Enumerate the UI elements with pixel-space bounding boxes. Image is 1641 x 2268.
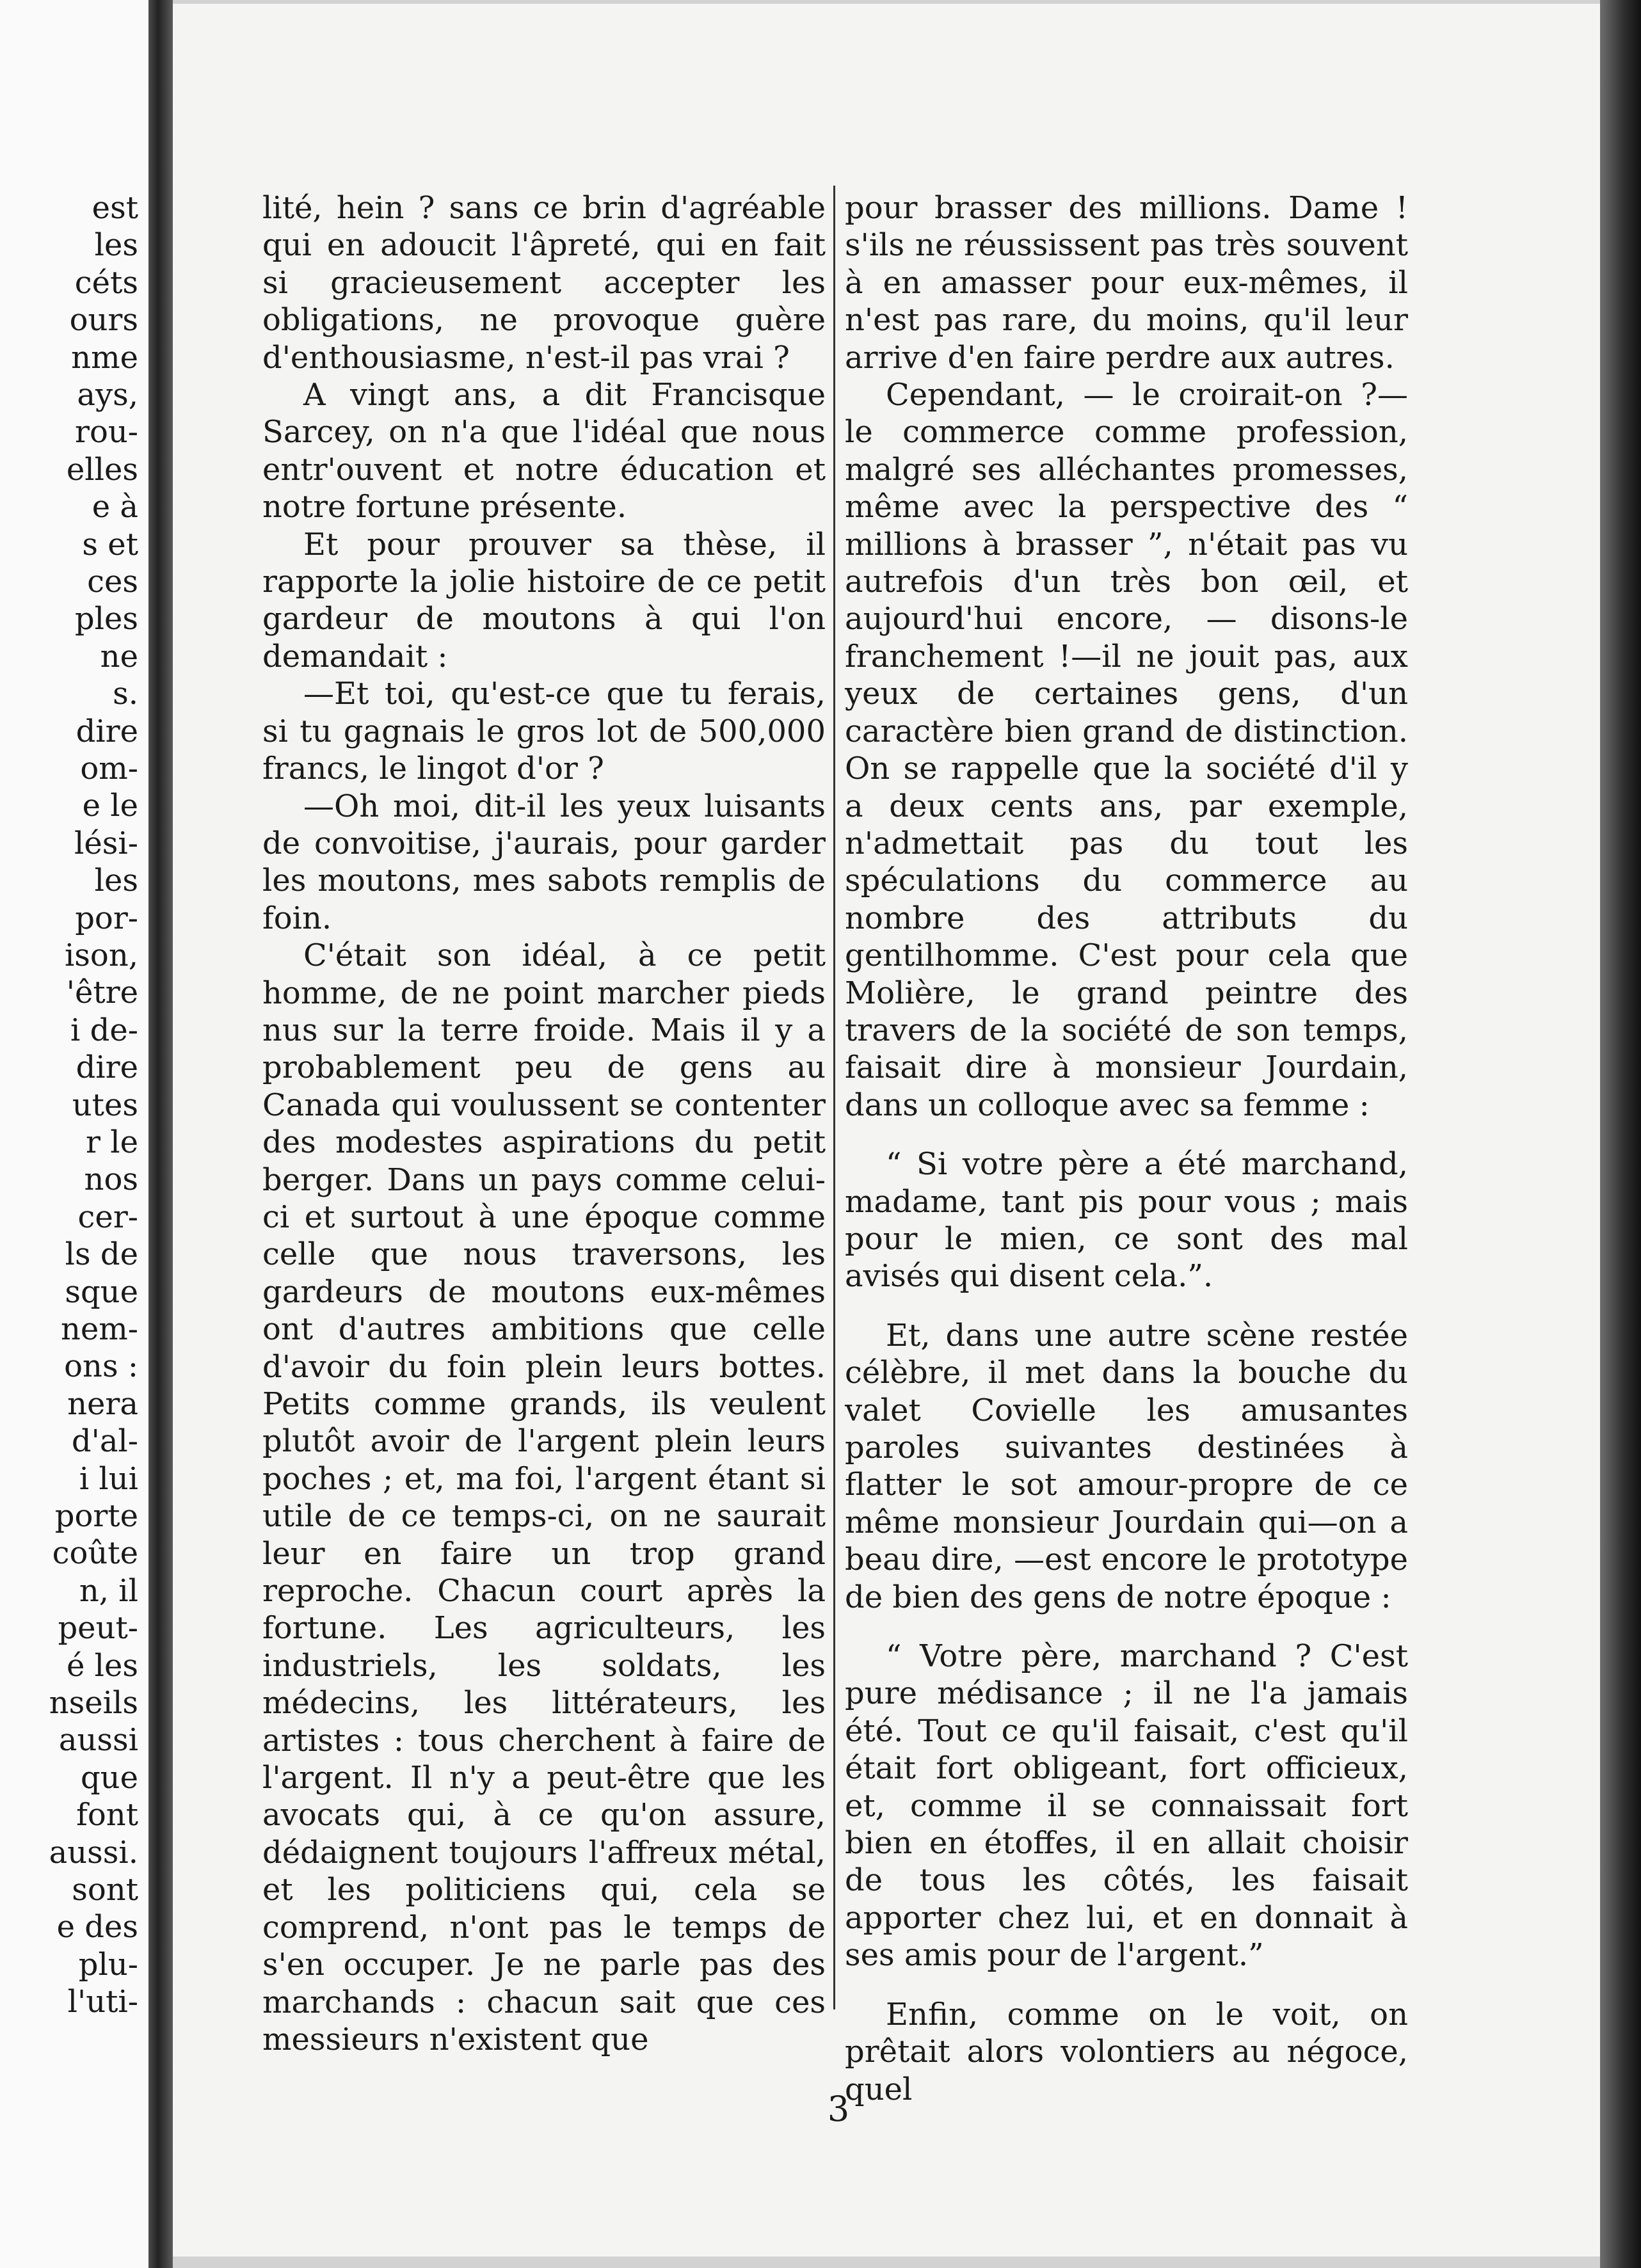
fragment-line: est [92, 190, 138, 226]
fragment-line: nme [71, 339, 138, 376]
fragment-line: elles [66, 451, 138, 488]
fragment-line: r le [86, 1124, 138, 1160]
fragment-line: n, il [79, 1572, 138, 1609]
fragment-line: ays, [77, 377, 138, 413]
fragment-line: porte [54, 1498, 138, 1534]
fragment-line: coûte [52, 1535, 138, 1572]
fragment-line: d'al- [71, 1423, 138, 1460]
fragment-line: que [80, 1759, 138, 1796]
fragment-line: les [94, 863, 138, 899]
column1-paragraph: Et pour prouver sa thèse, il rapporte la jolie histoire de ce petit gardeur de moutons à qui l'on demandait : [262, 526, 826, 675]
fragment-line: e des [56, 1909, 138, 1945]
fragment-line: e le [82, 788, 138, 824]
fragment-line: nseils [49, 1685, 138, 1721]
fragment-line: dire [76, 713, 138, 749]
column1-paragraph: —Oh moi, dit-il les yeux luisants de convoitise, j'aurais, pour garder les moutons, mes sabots remplis de foin. [262, 788, 826, 936]
scan-edge-shadow [1600, 0, 1641, 2268]
column2-paragraph: “ Si votre père a été marchand, madame, tant pis pour vous ; mais pour le mien, ce sont des mal avisés qui disent cela.”. [845, 1146, 1408, 1295]
fragment-line: dire [76, 1050, 138, 1086]
fragment-line: i de- [70, 1012, 138, 1048]
text-column-left [262, 189, 826, 2058]
column-divider [833, 186, 835, 2009]
fragment-line: cer- [77, 1199, 138, 1235]
fragment-line: plu- [78, 1946, 138, 1983]
fragment-line: ls de [65, 1236, 138, 1273]
column2-paragraph: pour brasser des millions. Dame ! s'ils ne réussissent pas très souvent à en amasser pour eux-mêmes, il n'est pas rare, du moins, qu'il leur arrive d'en faire perdre aux autres. [845, 190, 1408, 376]
fragment-line: ples [74, 601, 138, 637]
fragment-line: peut- [58, 1610, 138, 1647]
page-number: 3 [827, 2089, 850, 2129]
column1-paragraph: C'était son idéal, à ce petit homme, de ne point marcher pieds nus sur la terre froide. Mais il y a probablement peu de gens au Canada qui voulussent se contenter des modestes aspirations du petit berger. Dans un pays comme celui-ci et surtout à une époque comme celle que nous traversons, les gardeurs de moutons eux-mêmes ont d'autres ambitions que celle d'avoir du foin plein leurs bottes. Petits comme grands, ils veulent plutôt avoir de l'argent plein leurs poches ; et, ma foi, l'argent étant si utile de ce temps-ci, on ne saurait leur en faire un trop grand reproche. Chacun court après la fortune. Les agriculteurs, les industriels, les soldats, les médecins, les littérateurs, les artistes : tous cherchent à faire de l'argent. Il n'y a peut-être que les avocats qui, à ce qu'on assure, dédaignent toujours l'affreux métal, et les politiciens qui, cela se comprend, n'ont pas le temps de s'en occuper. Je ne parle pas des marchands : chacun sait que ces messieurs n'existent que [262, 938, 826, 2057]
fragment-line: nos [84, 1162, 138, 1198]
fragment-line: les [94, 227, 138, 264]
fragment-line: aussi. [49, 1834, 138, 1871]
fragment-line: l'uti- [67, 1984, 138, 2020]
fragment-line: s. [113, 676, 138, 712]
column2-paragraph: “ Votre père, marchand ? C'est pure médisance ; il ne l'a jamais été. Tout ce qu'il faisait, c'est qu'il était fort obligeant, fort officieux, et, comme il se connaissait fort bien en étoffes, il en allait choisir de tous les côtés, les faisait apporter chez lui, et en donnait à ses amis pour de l'argent.” [845, 1638, 1408, 1974]
fragment-line: utes [72, 1087, 138, 1123]
column1-paragraph: —Et toi, qu'est-ce que tu ferais, si tu gagnais le gros lot de 500,000 francs, le lingot d'or ? [262, 676, 826, 787]
fragment-line: aussi [58, 1722, 138, 1759]
fragment-line: sont [72, 1872, 138, 1908]
page-gutter-shadow [148, 0, 173, 2268]
fragment-line: ne [100, 638, 138, 675]
fragment-line: font [76, 1797, 138, 1833]
previous-page-fragment [0, 0, 148, 2268]
fragment-line: 'être [66, 975, 138, 1011]
column2-paragraph: Enfin, comme on le voit, on prêtait alors volontiers au négoce, quel [845, 1996, 1408, 2107]
fragment-line: por- [75, 900, 138, 936]
fragment-line: s et [82, 526, 138, 563]
fragment-line: ison, [64, 938, 138, 973]
fragment-line: é les [66, 1647, 138, 1684]
column1-paragraph: A vingt ans, a dit Francisque Sarcey, on n'a que l'idéal que nous entr'ouvent et notre éducation et notre fortune présente. [262, 377, 826, 525]
fragment-line: ours [69, 302, 138, 339]
column1-paragraph: lité, hein ? sans ce brin d'agréable qui en adoucit l'âpreté, qui en fait si gracieusement accepter les obligations, ne provoque guère d'enthousiasme, n'est-il pas vrai ? [262, 190, 826, 376]
fragment-line: lési- [74, 825, 138, 861]
column2-paragraph: Et, dans une autre scène restée célèbre, il met dans la bouche du valet Covielle les amusantes paroles suivantes destinées à flatter le sot amour-propre de ce même monsieur Jourdain qui—on a beau dire, —est encore le prototype de bien des gens de notre époque : [845, 1317, 1408, 1615]
fragment-line: om- [80, 751, 138, 787]
fragment-line: e à [92, 489, 138, 525]
fragment-line: i lui [79, 1460, 138, 1497]
fragment-line: ons : [64, 1348, 138, 1385]
column2-paragraph: Cependant, — le croirait-on ?— le commerce comme profession, malgré ses alléchantes promesses, même avec la perspective des “ millions à brasser ”, n'était pas vu autrefois d'un très bon œil, et aujourd'hui encore, — disons-le franchement !—il ne jouit pas, aux yeux de certaines gens, d'un caractère bien grand de distinction. On se rappelle que la société d'il y a deux cents ans, par exemple, n'admettait pas du tout les spéculations du commerce au nombre des attributs du gentilhomme. C'est pour cela que Molière, le grand peintre des travers de la société de son temps, faisait dire à monsieur Jourdain, dans un colloque avec sa femme : [845, 377, 1408, 1123]
fragment-line: céts [74, 264, 138, 301]
text-column-right [845, 189, 1408, 2108]
fragment-line: nem- [60, 1311, 138, 1347]
fragment-line: rou- [75, 414, 138, 451]
fragment-line: ces [87, 564, 138, 600]
fragment-line: sque [65, 1274, 138, 1310]
fragment-line: nera [67, 1386, 138, 1422]
